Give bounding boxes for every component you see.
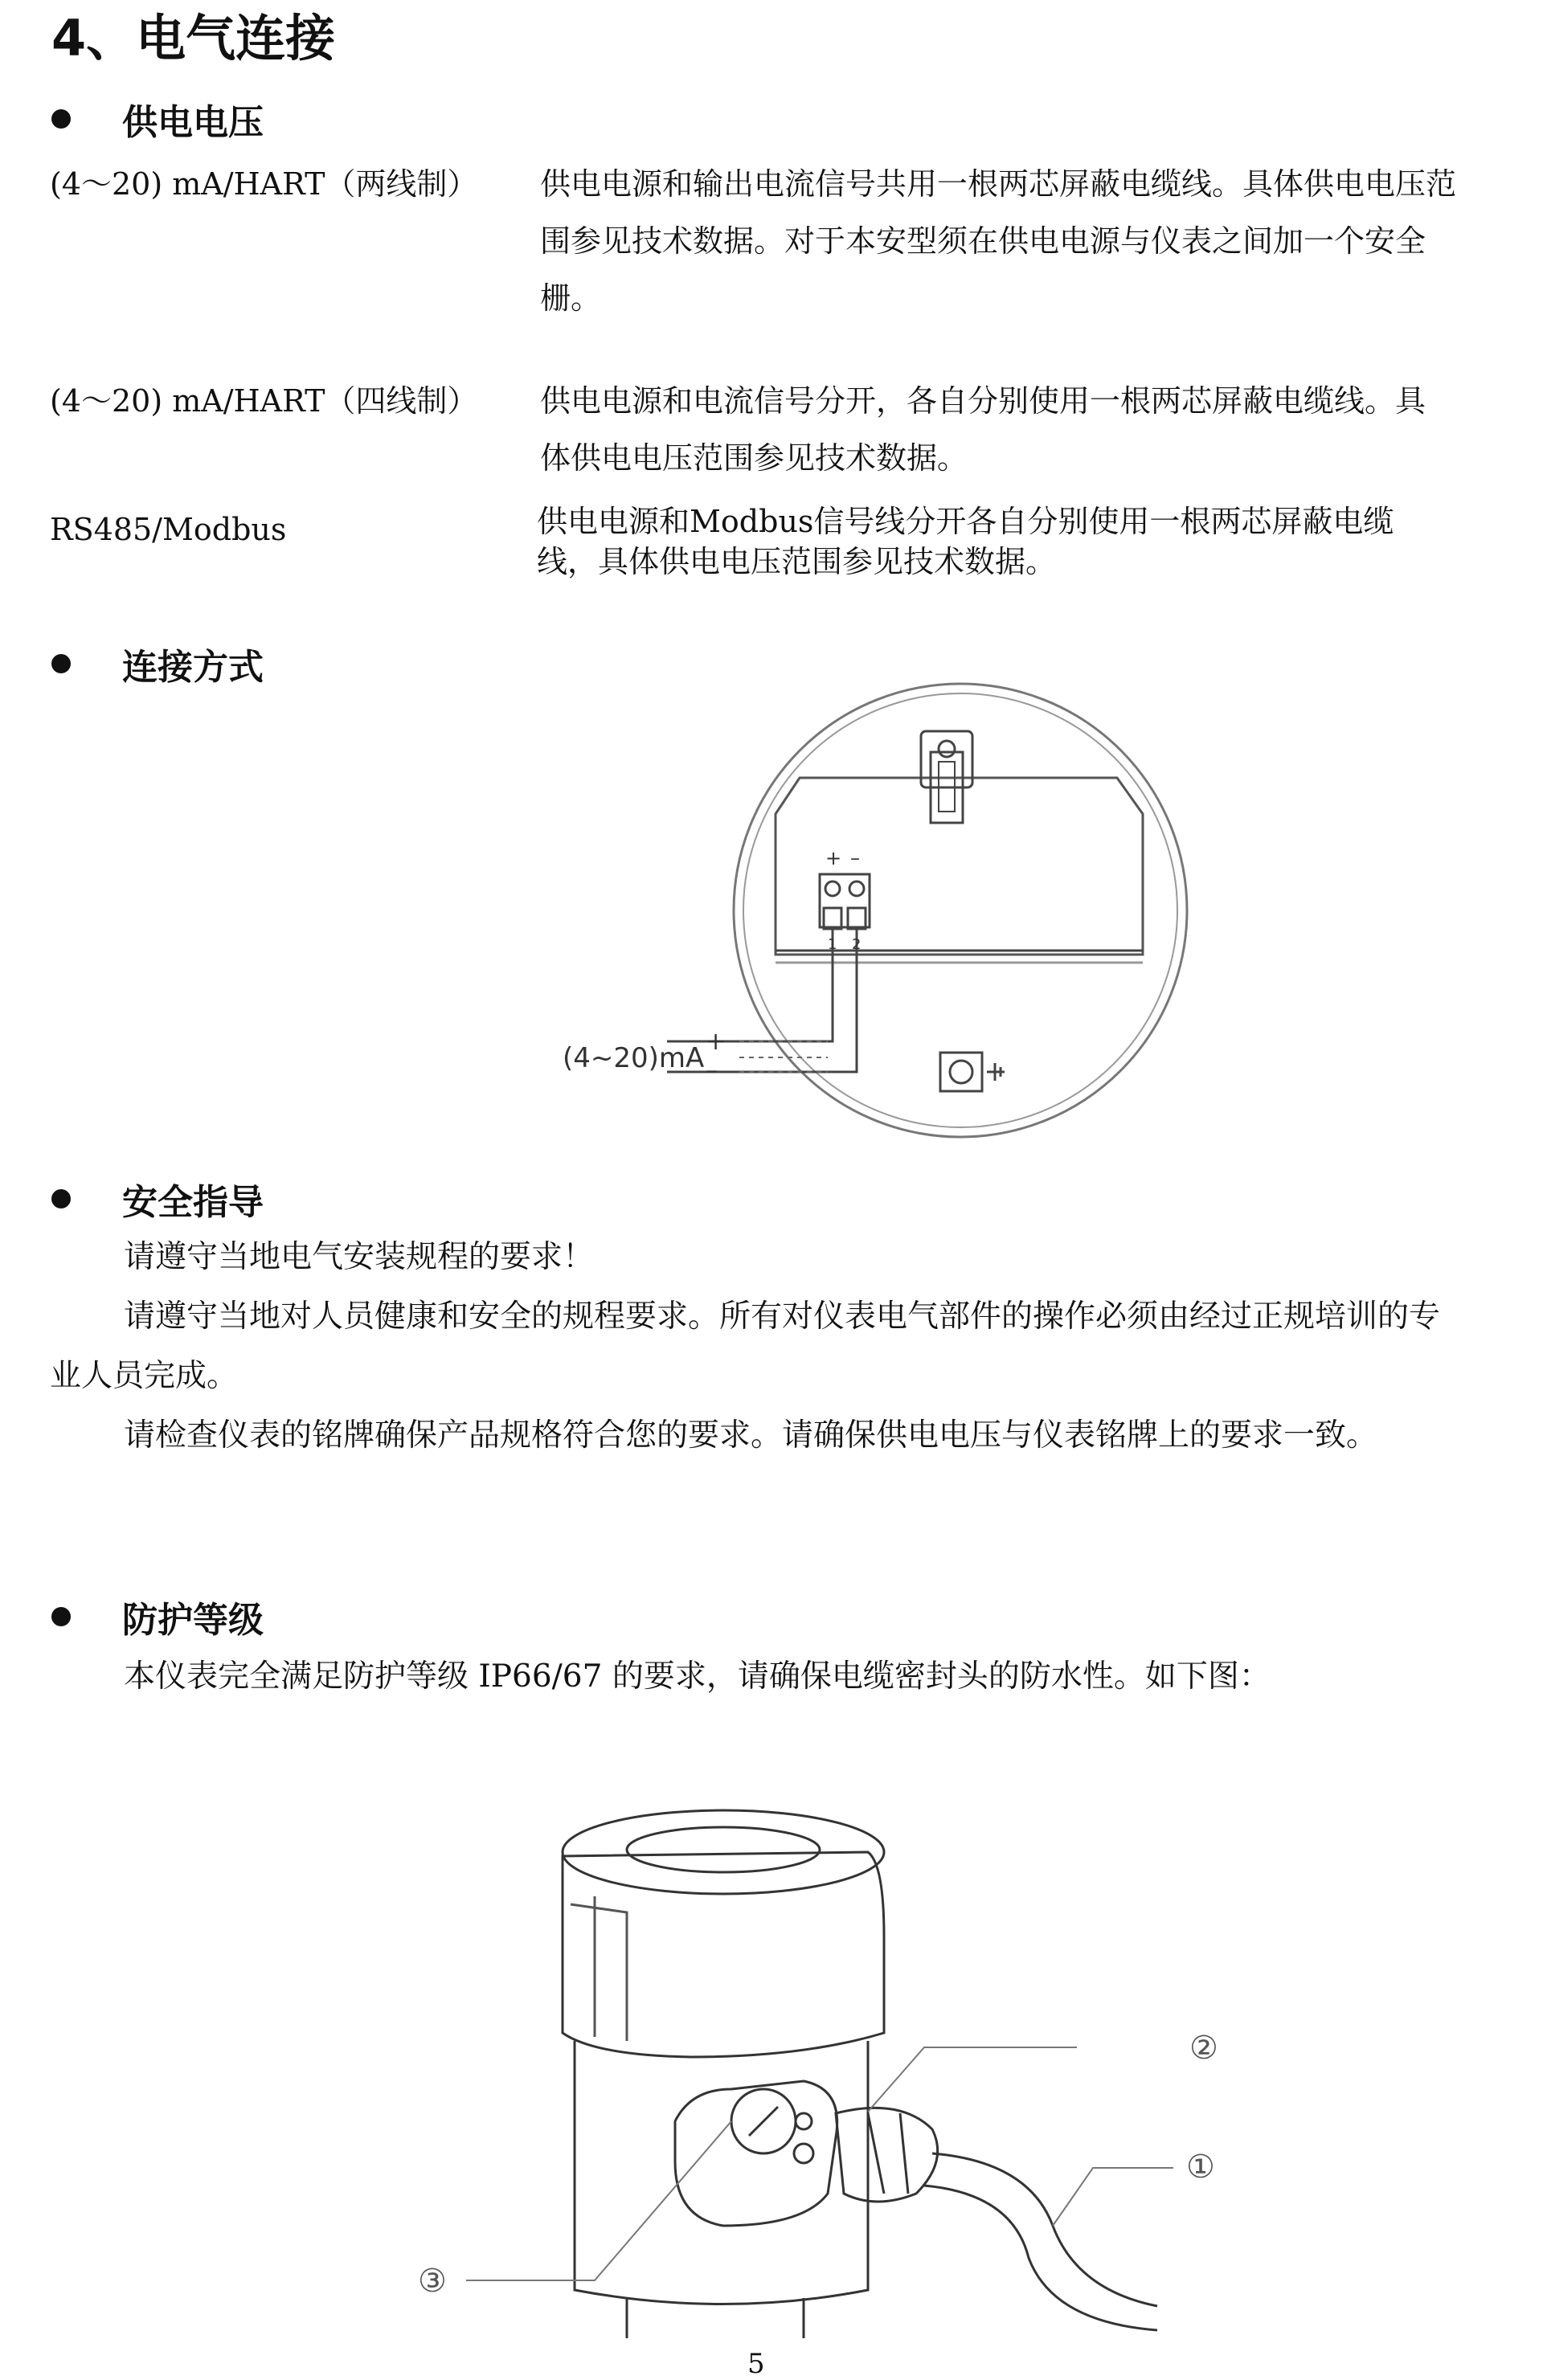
safety-paragraph: 请遵守当地对人员健康和安全的规程要求。所有对仪表电气部件的操作必须由经过正规培训的专业人员完成。 bbox=[50, 1298, 1441, 1394]
protection-paragraph: 本仪表完全满足防护等级 IP66/67 的要求，请确保电缆密封头的防水性。如下图： bbox=[124, 1658, 1271, 1695]
bullet-icon bbox=[51, 654, 71, 673]
protection-heading-row bbox=[51, 1593, 264, 1641]
terminal-2: 2 bbox=[852, 936, 862, 953]
power-row-label-4wire: (4～20) mA/HART（四线制） bbox=[50, 383, 478, 419]
signal-label: (4~20)mA bbox=[563, 1042, 705, 1074]
connection-heading: 连接方式 bbox=[122, 647, 264, 688]
terminal-1: 1 bbox=[828, 936, 837, 953]
callout-2: ② bbox=[1189, 2030, 1218, 2067]
section-title: 4、电气连接 bbox=[51, 9, 336, 67]
power-row-desc-rs485: 供电电源和Modbus信号线分开各自分别使用一根两芯屏蔽电缆线，具体供电电压范围参见技术数据。 bbox=[537, 504, 1394, 579]
safety-heading-row bbox=[51, 1175, 264, 1223]
safety-paragraph: 请遵守当地电气安装规程的要求！ bbox=[124, 1239, 595, 1275]
signal-minus: – bbox=[706, 1057, 718, 1085]
safety-heading: 安全指导 bbox=[122, 1182, 264, 1223]
power-heading-row bbox=[51, 95, 264, 143]
protection-heading: 防护等级 bbox=[122, 1600, 264, 1641]
device-illustration bbox=[354, 1776, 1254, 2338]
callout-1: ① bbox=[1186, 2149, 1215, 2186]
signal-plus: + bbox=[706, 1028, 726, 1056]
power-row-desc-4wire: 供电电源和电流信号分开，各自分别使用一根两芯屏蔽电缆线。具体供电电压范围参见技术数据。 bbox=[540, 383, 1426, 476]
power-heading: 供电电压 bbox=[122, 102, 264, 143]
bullet-icon bbox=[51, 1607, 71, 1626]
callout-3: ③ bbox=[418, 2263, 447, 2300]
wiring-diagram bbox=[555, 681, 1214, 1147]
terminal-plus: + bbox=[825, 847, 842, 869]
connection-heading-row bbox=[51, 640, 264, 688]
power-row-label-rs485: RS485/Modbus bbox=[50, 512, 287, 547]
bullet-icon bbox=[51, 1189, 71, 1208]
terminal-minus: – bbox=[850, 847, 860, 869]
safety-paragraph: 请检查仪表的铭牌确保产品规格符合您的要求。请确保供电电压与仪表铭牌上的要求一致。 bbox=[124, 1417, 1378, 1454]
bullet-icon bbox=[51, 109, 71, 129]
power-row-desc-2wire: 供电电源和输出电流信号共用一根两芯屏蔽电缆线。具体供电电压范围参见技术数据。对于本安型须在供电电源与仪表之间加一个安全栅。 bbox=[540, 166, 1457, 316]
power-row-label-2wire: (4～20) mA/HART（两线制） bbox=[50, 166, 478, 202]
page-number: 5 bbox=[747, 2348, 765, 2380]
